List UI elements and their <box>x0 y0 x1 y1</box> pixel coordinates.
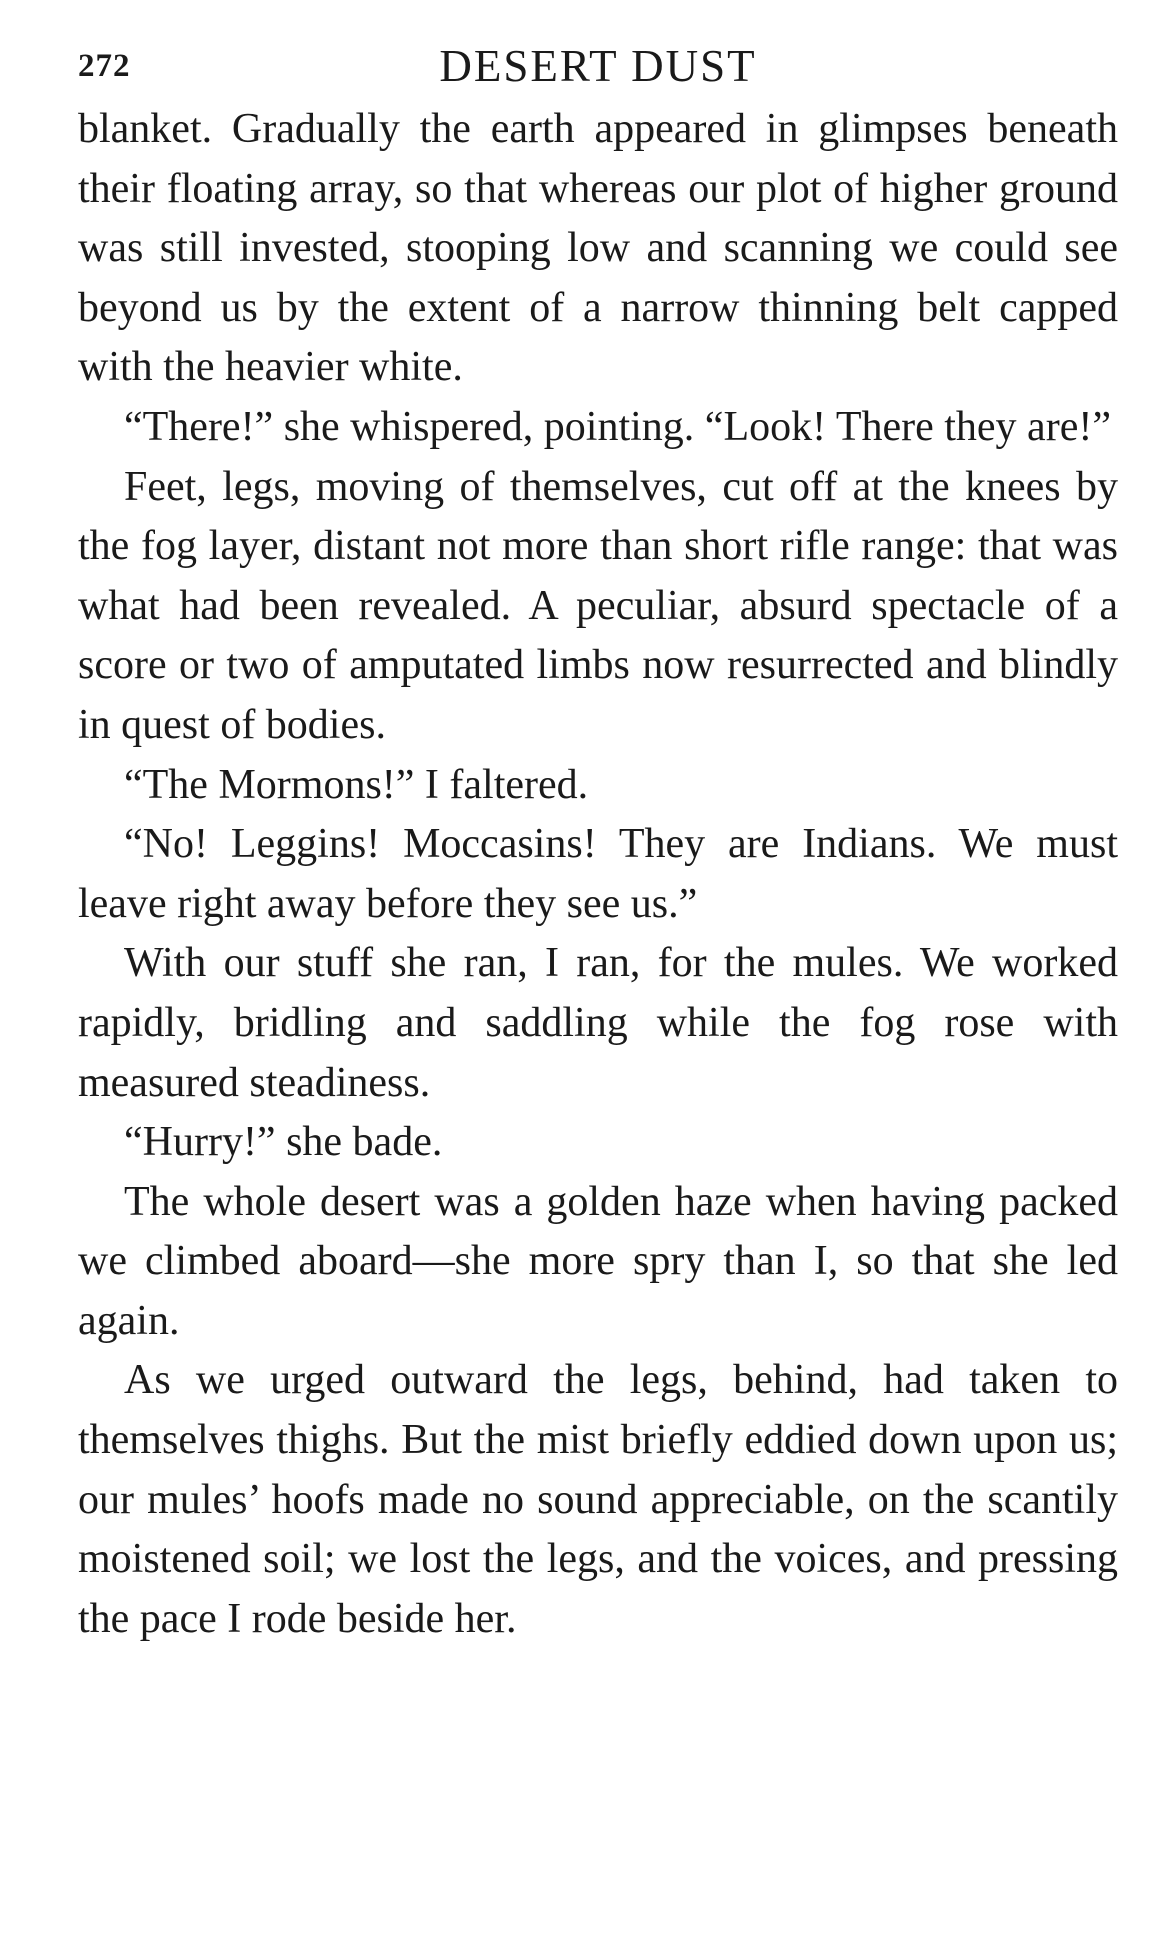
text-body <box>78 100 1118 1649</box>
paragraph-3: Feet, legs, moving of themselves, cut off at the knees by the fog layer, distant not more than short rifle range: that was what had been revealed. A peculiar, absurd spectacle of a score or two of amputated limbs now resurrected and blindly in quest of bodies. <box>78 463 1118 748</box>
paragraph-8: The whole desert was a golden haze when having packed we climbed aboard—she more spry than I, so that she led again. <box>78 1178 1118 1344</box>
paragraph-4: “The Mormons!” I faltered. <box>124 761 589 808</box>
paragraph-6: With our stuff she ran, I ran, for the mules. We worked rapidly, bridling and saddling while the fog rose with measured steadiness. <box>78 940 1118 1106</box>
paragraph-2: “There!” she whispered, pointing. “Look! There they are!” <box>124 403 1111 450</box>
book-page <box>78 40 1118 1649</box>
page-number: 272 <box>78 48 131 84</box>
paragraph-1: blanket. Gradually the earth appeared in glimpses beneath their floating array, so that whereas our plot of higher ground was still invested, stooping low and scanning we could see beyond us by the extent of a narrow thinning belt capped with the heavier white. <box>78 106 1118 391</box>
running-head <box>78 40 1118 96</box>
paragraph-5: “No! Leggins! Moccasins! They are Indians. We must leave right away before they see us.” <box>78 821 1118 927</box>
paragraph-9: As we urged outward the legs, behind, had taken to themselves thighs. But the mist briefly eddied down upon us; our mules’ hoofs made no sound appreciable, on the scantily moistened soil; we lost the legs, and the voices, and pressing the pace I rode beside her. <box>78 1357 1118 1642</box>
running-title: DESERT DUST <box>439 41 757 91</box>
paragraph-7: “Hurry!” she bade. <box>124 1119 443 1166</box>
